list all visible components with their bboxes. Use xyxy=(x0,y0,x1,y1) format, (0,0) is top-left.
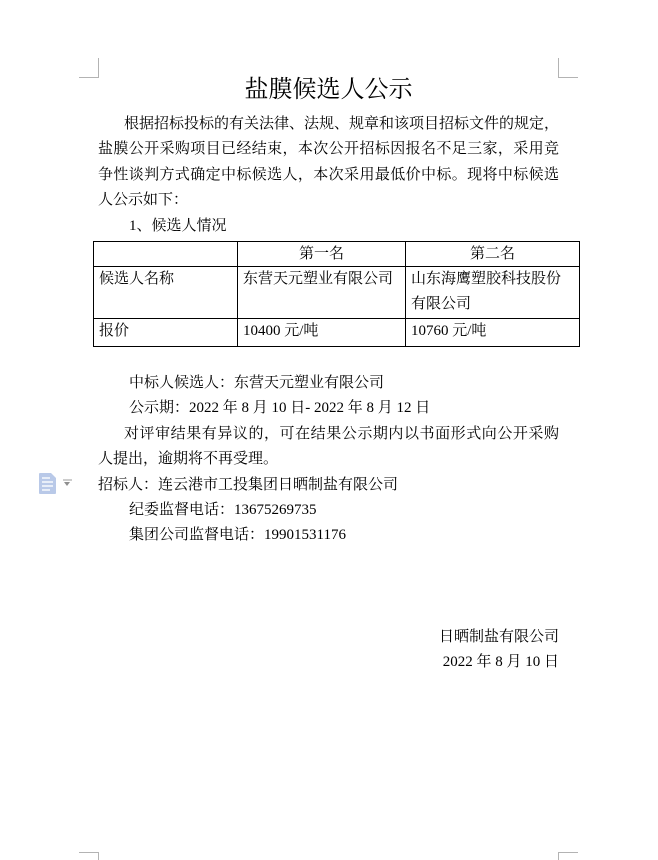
intro-paragraph xyxy=(98,112,559,239)
table-header-empty xyxy=(94,242,238,267)
candidates-table xyxy=(93,241,580,347)
table-row-price xyxy=(94,318,580,346)
document-icon xyxy=(39,473,56,494)
chevron-down-icon[interactable] xyxy=(63,479,72,487)
signature-block xyxy=(98,625,559,676)
signature-company: 日晒制盐有限公司 xyxy=(438,629,559,645)
margin-corner-mark-top-right xyxy=(558,58,578,78)
intro-line: 人公示如下： xyxy=(98,192,189,209)
row-label: 报价 xyxy=(94,318,238,346)
table-header-row xyxy=(94,242,580,267)
price-second: 10760 元/吨 xyxy=(406,318,580,346)
discipline-phone-line: 纪委监督电话：13675269735 xyxy=(129,502,317,519)
section-heading-candidates: 1、候选人情况 xyxy=(129,217,227,234)
intro-line: 根据招标投标的有关法律、法规、规章和该项目招标文件的规定， xyxy=(124,116,560,132)
candidate-first: 东营天元塑业有限公司 xyxy=(238,267,406,319)
result-details xyxy=(98,371,559,549)
folded-corner xyxy=(51,473,56,478)
signature-date: 2022 年 8 月 10 日 xyxy=(442,654,559,671)
intro-line: 争性谈判方式确定中标候选人，本次采用最低价中标。现将中标候选 xyxy=(98,166,559,183)
objection-line-cont: 人提出，逾期将不再受理。 xyxy=(98,451,279,468)
tenderer-line: 招标人：连云港市工投集团日晒制盐有限公司 xyxy=(98,476,399,493)
table-header-second: 第二名 xyxy=(406,242,580,267)
autocorrect-options-button[interactable] xyxy=(39,473,79,495)
winner-line: 中标人候选人：东营天元塑业有限公司 xyxy=(129,375,385,391)
candidate-second: 山东海鹰塑胶科技股份有限公司 xyxy=(406,267,580,319)
table-header-first: 第一名 xyxy=(238,242,406,267)
row-label: 候选人名称 xyxy=(94,267,238,319)
table-row-candidate-name xyxy=(94,267,580,319)
publicity-period-line: 公示期：2022 年 8 月 10 日- 2022 年 8 月 12 日 xyxy=(129,400,431,417)
group-phone-line: 集团公司监督电话：19901531176 xyxy=(129,527,346,544)
price-first: 10400 元/吨 xyxy=(238,318,406,346)
margin-corner-mark-bottom-right xyxy=(558,852,578,860)
margin-corner-mark-bottom-left xyxy=(79,852,99,860)
intro-line: 盐膜公开采购项目已经结束，本次公开招标因报名不足三家，采用竞 xyxy=(98,141,559,158)
margin-corner-mark-top-left xyxy=(79,58,99,78)
page-title: 盐膜候选人公示 xyxy=(244,77,413,103)
objection-line: 对评审结果有异议的，可在结果公示期内以书面形式向公开采购 xyxy=(124,425,559,442)
